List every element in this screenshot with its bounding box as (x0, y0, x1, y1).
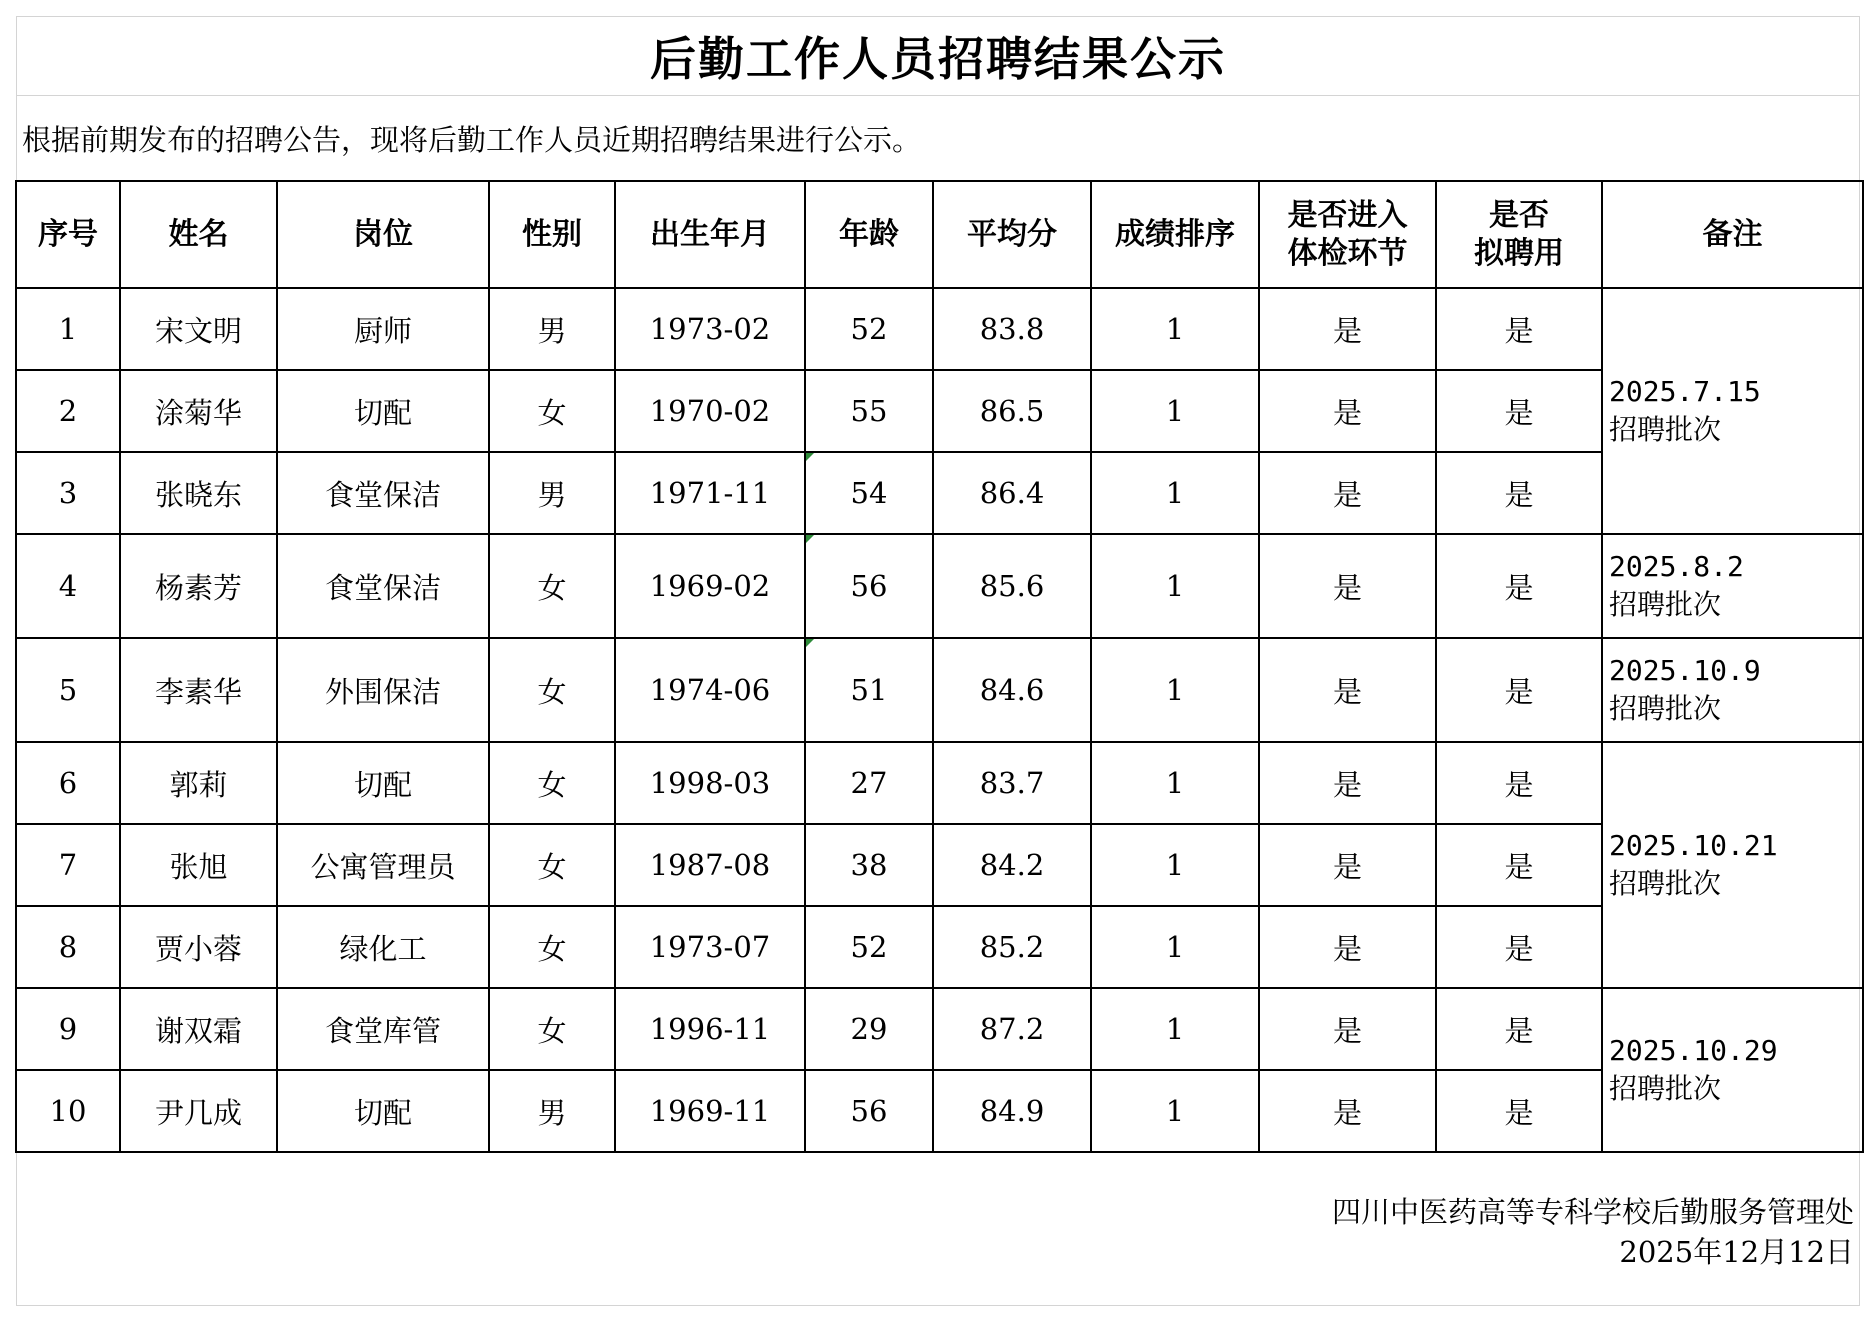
note-label: 招聘批次 (1609, 692, 1722, 725)
cell-gender: 女 (489, 906, 615, 988)
cell-score: 86.5 (933, 370, 1091, 452)
comment-marker-icon (806, 639, 814, 647)
table-row (16, 452, 1863, 534)
cell-note (1602, 638, 1863, 742)
cell-hire: 是 (1436, 906, 1602, 988)
footer-org: 四川中医药高等专科学校后勤服务管理处 (1331, 1195, 1854, 1229)
cell-position: 切配 (277, 1070, 489, 1152)
header-position: 岗位 (277, 181, 489, 288)
cell-age: 52 (805, 288, 933, 370)
cell-name: 谢双霜 (120, 988, 277, 1070)
table-row (16, 288, 1863, 370)
cell-gender: 男 (489, 288, 615, 370)
cell-exam: 是 (1259, 906, 1436, 988)
cell-position: 绿化工 (277, 906, 489, 988)
title-row (16, 16, 1860, 96)
cell-exam: 是 (1259, 824, 1436, 906)
table-row (16, 638, 1863, 742)
cell-birth: 1973-02 (615, 288, 805, 370)
cell-hire: 是 (1436, 1070, 1602, 1152)
table-row (16, 370, 1863, 452)
cell-age: 29 (805, 988, 933, 1070)
cell-birth: 1971-11 (615, 452, 805, 534)
cell-rank: 1 (1091, 638, 1259, 742)
cell-index: 8 (16, 906, 120, 988)
cell-hire: 是 (1436, 452, 1602, 534)
note-label: 招聘批次 (1609, 413, 1722, 446)
cell-name: 杨素芳 (120, 534, 277, 638)
cell-hire: 是 (1436, 988, 1602, 1070)
cell-name: 李素华 (120, 638, 277, 742)
table-row (16, 1070, 1863, 1152)
cell-birth: 1973-07 (615, 906, 805, 988)
header-index: 序号 (16, 181, 120, 288)
page-title: 后勤工作人员招聘结果公示 (650, 31, 1226, 86)
results-table (15, 180, 1864, 1153)
note-batch: 2025.10.9 (1609, 654, 1761, 687)
table-row (16, 824, 1863, 906)
cell-position: 切配 (277, 742, 489, 824)
cell-birth: 1987-08 (615, 824, 805, 906)
cell-rank: 1 (1091, 988, 1259, 1070)
cell-rank: 1 (1091, 742, 1259, 824)
cell-rank: 1 (1091, 452, 1259, 534)
note-batch: 2025.10.21 (1609, 829, 1778, 862)
cell-birth: 1969-11 (615, 1070, 805, 1152)
cell-index: 5 (16, 638, 120, 742)
cell-position: 切配 (277, 370, 489, 452)
note-batch: 2025.7.15 (1609, 375, 1761, 408)
cell-name: 张晓东 (120, 452, 277, 534)
note-label: 招聘批次 (1609, 588, 1722, 621)
cell-index: 7 (16, 824, 120, 906)
cell-age: 52 (805, 906, 933, 988)
cell-age: 27 (805, 742, 933, 824)
cell-position: 外围保洁 (277, 638, 489, 742)
cell-score: 84.9 (933, 1070, 1091, 1152)
header-note: 备注 (1602, 181, 1863, 288)
cell-birth: 1969-02 (615, 534, 805, 638)
cell-age (805, 638, 933, 742)
comment-marker-icon (806, 535, 814, 543)
cell-hire: 是 (1436, 638, 1602, 742)
cell-birth: 1974-06 (615, 638, 805, 742)
cell-gender: 女 (489, 988, 615, 1070)
cell-exam: 是 (1259, 370, 1436, 452)
cell-gender: 女 (489, 370, 615, 452)
cell-name: 张旭 (120, 824, 277, 906)
cell-exam: 是 (1259, 288, 1436, 370)
table-row (16, 906, 1863, 988)
cell-age-value: 56 (850, 569, 888, 603)
cell-age-value: 54 (850, 476, 888, 510)
cell-birth: 1996-11 (615, 988, 805, 1070)
cell-rank: 1 (1091, 288, 1259, 370)
cell-note (1602, 288, 1863, 534)
cell-score: 84.6 (933, 638, 1091, 742)
cell-exam: 是 (1259, 1070, 1436, 1152)
cell-position: 食堂保洁 (277, 452, 489, 534)
table-row (16, 534, 1863, 638)
cell-name: 郭莉 (120, 742, 277, 824)
cell-exam: 是 (1259, 988, 1436, 1070)
cell-exam: 是 (1259, 452, 1436, 534)
cell-gender: 男 (489, 452, 615, 534)
cell-note (1602, 988, 1863, 1152)
header-rank: 成绩排序 (1091, 181, 1259, 288)
cell-index: 4 (16, 534, 120, 638)
table-row (16, 988, 1863, 1070)
cell-rank: 1 (1091, 824, 1259, 906)
cell-score: 83.7 (933, 742, 1091, 824)
cell-name: 贾小蓉 (120, 906, 277, 988)
table-row (16, 742, 1863, 824)
cell-index: 1 (16, 288, 120, 370)
cell-position: 食堂库管 (277, 988, 489, 1070)
cell-hire: 是 (1436, 742, 1602, 824)
header-name: 姓名 (120, 181, 277, 288)
cell-index: 3 (16, 452, 120, 534)
cell-age-value: 51 (850, 673, 888, 707)
comment-marker-icon (806, 453, 814, 461)
cell-index: 2 (16, 370, 120, 452)
cell-hire: 是 (1436, 824, 1602, 906)
note-batch: 2025.8.2 (1609, 550, 1744, 583)
cell-name: 尹几成 (120, 1070, 277, 1152)
cell-hire: 是 (1436, 534, 1602, 638)
header-hire-line2: 拟聘用 (1474, 235, 1564, 271)
header-hire-line1: 是否 (1489, 197, 1549, 233)
header-age: 年龄 (805, 181, 933, 288)
intro-text: 根据前期发布的招聘公告，现将后勤工作人员近期招聘结果进行公示。 (22, 123, 922, 157)
cell-hire: 是 (1436, 288, 1602, 370)
cell-hire: 是 (1436, 370, 1602, 452)
cell-age: 56 (805, 1070, 933, 1152)
cell-exam: 是 (1259, 534, 1436, 638)
note-label: 招聘批次 (1609, 867, 1722, 900)
cell-score: 86.4 (933, 452, 1091, 534)
cell-note (1602, 534, 1863, 638)
cell-position: 食堂保洁 (277, 534, 489, 638)
cell-gender: 男 (489, 1070, 615, 1152)
footer-date: 2025年12月12日 (1619, 1235, 1854, 1269)
cell-age: 55 (805, 370, 933, 452)
cell-exam: 是 (1259, 742, 1436, 824)
cell-note (1602, 742, 1863, 988)
cell-name: 涂菊华 (120, 370, 277, 452)
cell-age: 38 (805, 824, 933, 906)
header-birth: 出生年月 (615, 181, 805, 288)
cell-score: 83.8 (933, 288, 1091, 370)
cell-age (805, 452, 933, 534)
cell-gender: 女 (489, 534, 615, 638)
cell-rank: 1 (1091, 534, 1259, 638)
cell-name: 宋文明 (120, 288, 277, 370)
header-exam-line1: 是否进入 (1287, 197, 1408, 233)
cell-exam: 是 (1259, 638, 1436, 742)
cell-score: 84.2 (933, 824, 1091, 906)
cell-index: 6 (16, 742, 120, 824)
cell-position: 厨师 (277, 288, 489, 370)
cell-gender: 女 (489, 638, 615, 742)
cell-birth: 1998-03 (615, 742, 805, 824)
cell-rank: 1 (1091, 906, 1259, 988)
cell-gender: 女 (489, 824, 615, 906)
cell-position: 公寓管理员 (277, 824, 489, 906)
cell-rank: 1 (1091, 370, 1259, 452)
header-row (16, 181, 1863, 288)
header-exam (1259, 181, 1436, 288)
cell-age (805, 534, 933, 638)
cell-birth: 1970-02 (615, 370, 805, 452)
note-batch: 2025.10.29 (1609, 1034, 1778, 1067)
header-hire (1436, 181, 1602, 288)
cell-index: 10 (16, 1070, 120, 1152)
header-exam-line2: 体检环节 (1287, 235, 1408, 271)
cell-score: 85.6 (933, 534, 1091, 638)
cell-rank: 1 (1091, 1070, 1259, 1152)
cell-index: 9 (16, 988, 120, 1070)
note-label: 招聘批次 (1609, 1072, 1722, 1105)
cell-score: 87.2 (933, 988, 1091, 1070)
footer (1332, 1192, 1854, 1272)
cell-score: 85.2 (933, 906, 1091, 988)
header-gender: 性别 (489, 181, 615, 288)
cell-gender: 女 (489, 742, 615, 824)
header-score: 平均分 (933, 181, 1091, 288)
